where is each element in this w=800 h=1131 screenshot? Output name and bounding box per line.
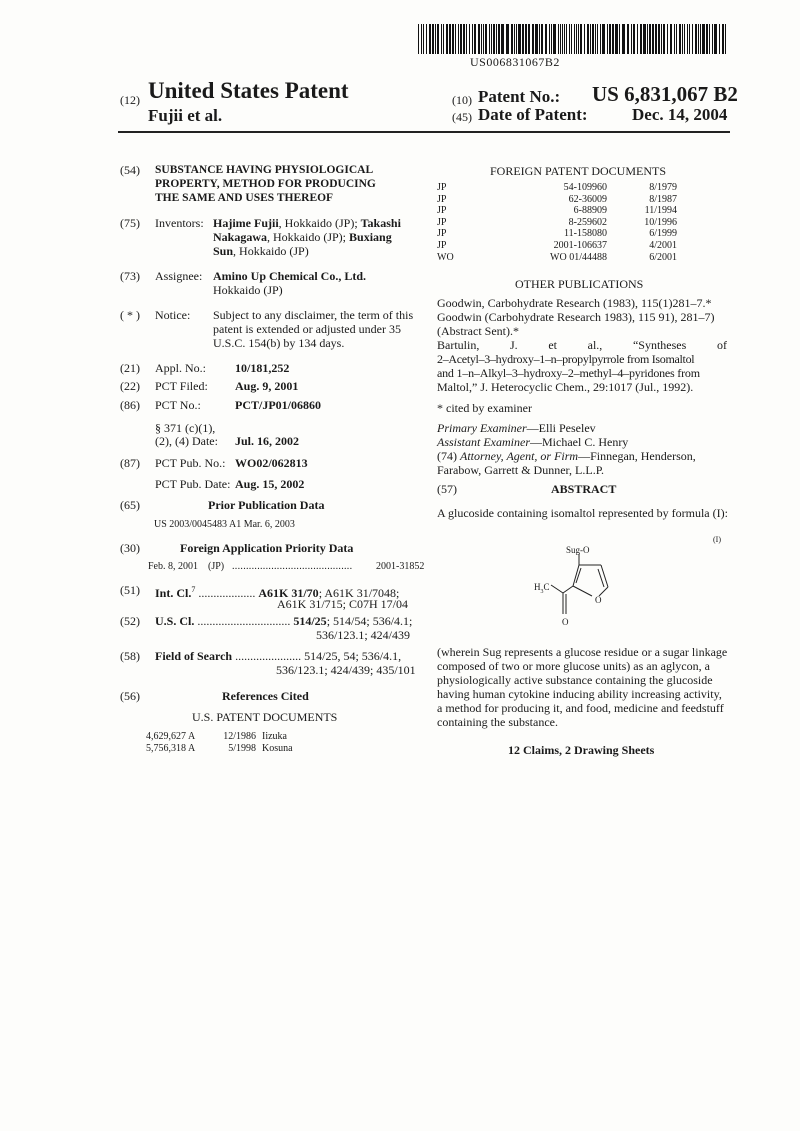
patent-type-title: United States Patent (148, 78, 349, 103)
barcode-bar (649, 24, 651, 54)
pct-filed-label: PCT Filed: (155, 379, 208, 393)
barcode-bar (463, 24, 465, 54)
barcode-bar (692, 24, 693, 54)
barcode-bar (501, 24, 504, 54)
foreign-doc-date: 11/1994 (644, 205, 677, 217)
inventors-line-1: Hajime Fujii, Hokkaido (JP); Takashi (213, 216, 401, 230)
barcode-bar (545, 24, 547, 54)
foreign-doc-row (437, 205, 677, 217)
barcode-bar (615, 24, 618, 54)
barcode-bar (700, 24, 701, 54)
barcode-bar (429, 24, 431, 54)
pct-pub-value: WO02/062813 (235, 456, 308, 470)
code-65: (65) (120, 498, 140, 512)
appl-no-value: 10/181,252 (235, 361, 290, 375)
foreign-doc-date: 4/2001 (649, 239, 677, 251)
us-doc-inventor: Iizuka (262, 731, 287, 742)
barcode-bar (670, 24, 672, 54)
foreign-doc-row (437, 194, 677, 206)
notice-line-2: patent is extended or adjusted under 35 (213, 322, 401, 336)
foreign-priority-number: 2001-31852 (376, 561, 425, 572)
us-doc-row (146, 731, 293, 743)
us-doc-date: 12/1986 (223, 731, 256, 742)
barcode-bar (637, 24, 638, 54)
foreign-doc-country: JP (437, 182, 447, 193)
appl-no-label: Appl. No.: (155, 361, 206, 375)
foreign-doc-number: 2001-106637 (553, 239, 607, 251)
barcode-bar (528, 24, 530, 54)
barcode-bar (560, 24, 561, 54)
barcode-bar (483, 24, 484, 54)
barcode-bar (418, 24, 419, 54)
barcode-bar (518, 24, 521, 54)
other-pubs-heading: OTHER PUBLICATIONS (515, 277, 644, 291)
formula-label: (I) (713, 535, 721, 544)
barcode-bar (574, 24, 575, 54)
notice-label: Notice: (155, 308, 191, 322)
barcode-bar (522, 24, 524, 54)
assistant-examiner: Assistant Examiner—Michael C. Henry (437, 435, 629, 449)
barcode-bar (719, 24, 720, 54)
assignee-location: Hokkaido (JP) (213, 283, 283, 297)
barcode-bar (633, 24, 635, 54)
foreign-priority-date: Feb. 8, 2001 (148, 561, 198, 572)
code-54: (54) (120, 163, 140, 177)
title-line-3: THE SAME AND USES THEREOF (155, 192, 334, 204)
code-21: (21) (120, 361, 140, 375)
date-label: Date of Patent: (478, 105, 588, 124)
barcode-bar (569, 24, 570, 54)
barcode-bar (689, 24, 690, 54)
code-52: (52) (120, 614, 140, 628)
foreign-doc-date: 10/1996 (644, 216, 677, 228)
abstract-line-2: composed of two or more glucose units) as an aglycon, a (437, 659, 710, 673)
pub-2-line-2: 2–Acetyl–3–hydroxy–1–n–propylpyrrole from Isomaltol (437, 352, 695, 366)
barcode-bar (452, 24, 454, 54)
barcode-bar (460, 24, 462, 54)
assignee-label: Assignee: (155, 269, 203, 283)
barcode-bar (712, 24, 713, 54)
barcode-bar (676, 24, 677, 54)
barcode-bar (663, 24, 665, 54)
pct-pub-date-value: Aug. 15, 2002 (235, 477, 305, 491)
claims-summary: 12 Claims, 2 Drawing Sheets (508, 743, 655, 757)
barcode-bar (443, 24, 444, 54)
barcode-bar (722, 24, 724, 54)
pub-2-line-4: Maltol,” J. Heterocyclic Chem., 29:1017 (Jul., 1992). (437, 380, 694, 394)
barcode-bar (706, 24, 708, 54)
code-22: (22) (120, 379, 140, 393)
attorney-line-1: (74) Attorney, Agent, or Firm—Finnegan, Henderson, (437, 449, 696, 463)
foreign-doc-row (437, 182, 677, 194)
barcode-bar (725, 24, 726, 54)
barcode-bar (661, 24, 662, 54)
abstract-line-3: physiologically active substance containing the glucoside (437, 673, 713, 687)
code-73: (73) (120, 269, 140, 283)
code-30: (30) (120, 541, 140, 555)
code-87: (87) (120, 456, 140, 470)
barcode-bar (595, 24, 596, 54)
barcode-bar (658, 24, 660, 54)
barcode-bar (590, 24, 591, 54)
foreign-doc-country: JP (437, 205, 447, 217)
abstract-heading: ABSTRACT (551, 482, 617, 496)
isomaltol-structure (545, 552, 635, 622)
pct-pub-label: PCT Pub. No.: (155, 456, 226, 470)
foreign-doc-row (437, 228, 677, 240)
inventors-line-2: Nakagawa, Hokkaido (JP); Buxiang (213, 230, 392, 244)
s371-line-1: § 371 (c)(1), (155, 421, 216, 435)
inventors-label: Inventors: (155, 216, 204, 230)
barcode-bar (652, 24, 654, 54)
barcode-bar (514, 24, 515, 54)
foreign-docs-heading: FOREIGN PATENT DOCUMENTS (490, 164, 667, 178)
barcode-bar (600, 24, 601, 54)
code-10: (10) (452, 93, 472, 107)
barcode-bar (566, 24, 567, 54)
barcode-bar (437, 24, 439, 54)
foreign-doc-country: JP (437, 193, 447, 205)
patent-no-label: Patent No.: (478, 87, 561, 106)
inventor-short: Fujii et al. (148, 106, 223, 125)
notice-line-1: Subject to any disclaimer, the term of this (213, 308, 414, 322)
barcode-bar (619, 24, 620, 54)
foreign-doc-row (437, 217, 677, 229)
barcode-bar (562, 24, 563, 54)
barcode-bar (446, 24, 448, 54)
code-58: (58) (120, 649, 140, 663)
barcode-bar (576, 24, 577, 54)
references-heading: References Cited (222, 689, 309, 703)
us-docs-heading: U.S. PATENT DOCUMENTS (192, 710, 338, 724)
notice-line-3: U.S.C. 154(b) by 134 days. (213, 336, 345, 350)
barcode-bar (687, 24, 688, 54)
foreign-priority-country: (JP) (208, 561, 225, 572)
barcode-bar (674, 24, 675, 54)
int-cl-line-1: Int. Cl.$^7$ ................... A61K 31/70; A61K 31/7048; (155, 585, 400, 600)
barcode-bar (498, 24, 500, 54)
barcode-bar (458, 24, 459, 54)
barcode-bar (571, 24, 572, 54)
barcode-bar (558, 24, 559, 54)
foreign-docs-table (437, 182, 677, 263)
barcode-bar (432, 24, 434, 54)
barcode-bar (532, 24, 534, 54)
barcode-bar (592, 24, 594, 54)
barcode-bar (584, 24, 585, 54)
formula-sug-o: Sug-O (566, 545, 590, 555)
foreign-doc-date: 6/1999 (649, 228, 677, 240)
abstract-intro: A glucoside containing isomaltol represented by formula (I): (437, 506, 728, 520)
barcode-bar (627, 24, 629, 54)
barcode-bar (647, 24, 648, 54)
foreign-doc-number: 6-88909 (573, 205, 607, 217)
field-of-search-line-1: Field of Search ...................... 514/25, 54; 536/4.1, (155, 649, 402, 663)
barcode-bar (698, 24, 699, 54)
code-75: (75) (120, 216, 140, 230)
foreign-doc-number: 54-109960 (563, 182, 607, 193)
barcode (418, 24, 728, 54)
barcode-bar (541, 24, 543, 54)
barcode-bar (466, 24, 467, 54)
barcode-bar (506, 24, 509, 54)
code-56: (56) (120, 689, 140, 703)
pub-1-line-2: Goodwin (Carbohydrate Research 1983), 115 91), 281–7) (437, 310, 715, 324)
prior-pub-value: US 2003/0045483 A1 Mar. 6, 2003 (154, 519, 295, 530)
us-doc-number: 5,756,318 A (146, 742, 196, 754)
barcode-bar (667, 24, 668, 54)
pub-1-line-1: Goodwin, Carbohydrate Research (1983), 115(1)281–7.* (437, 296, 712, 310)
primary-examiner: Primary Examiner—Elli Peselev (437, 421, 596, 435)
barcode-bar (602, 24, 605, 54)
barcode-bar (679, 24, 681, 54)
us-doc-inventor: Kosuna (262, 742, 293, 754)
barcode-bar (549, 24, 550, 54)
barcode-bar (643, 24, 646, 54)
barcode-bar (702, 24, 705, 54)
barcode-bar (491, 24, 492, 54)
int-cl-line-2: A61K 31/715; C07H 17/04 (277, 597, 409, 611)
barcode-bar (449, 24, 451, 54)
barcode-bar (478, 24, 480, 54)
s371-value: Jul. 16, 2002 (235, 434, 300, 448)
barcode-bar (655, 24, 657, 54)
foreign-priority-dots: ........................................... (232, 561, 353, 572)
barcode-bar (474, 24, 476, 54)
code-57: (57) (437, 482, 457, 496)
barcode-bar (423, 24, 424, 54)
foreign-doc-row (437, 252, 677, 264)
us-doc-date: 5/1998 (228, 742, 256, 754)
foreign-doc-number: 11-158080 (564, 228, 607, 240)
barcode-bar (511, 24, 513, 54)
barcode-bar (539, 24, 540, 54)
barcode-bar (695, 24, 697, 54)
barcode-bar (493, 24, 495, 54)
inventors-line-3: Sun, Hokkaido (JP) (213, 244, 309, 258)
header-rule (118, 131, 730, 133)
formula-ring-oxygen: O (595, 595, 602, 605)
foreign-doc-date: 8/1979 (649, 182, 677, 193)
patent-no: US 6,831,067 B2 (592, 82, 738, 106)
foreign-doc-date: 6/2001 (649, 251, 677, 263)
foreign-doc-country: JP (437, 239, 447, 251)
pub-2-line-3: and 1–n–Alkyl–3–hydroxy–2–methyl–4–pyridones from (437, 366, 700, 380)
assignee-name: Amino Up Chemical Co., Ltd. (213, 269, 367, 283)
abstract-line-6: containing the substance. (437, 715, 558, 729)
us-cl-line-1: U.S. Cl. ............................... 514/25; 514/54; 536/4.1; (155, 614, 413, 628)
title-line-2: PROPERTY, METHOD FOR PRODUCING (155, 178, 376, 190)
barcode-bar (472, 24, 473, 54)
barcode-bar (421, 24, 422, 54)
field-of-search-line-2: 536/123.1; 424/439; 435/101 (276, 663, 416, 677)
foreign-doc-number: 62-36009 (568, 193, 607, 205)
abstract-line-1: (wherein Sug represents a glucose residue or a sugar linkage (437, 645, 728, 659)
barcode-bar (640, 24, 642, 54)
barcode-bar (609, 24, 611, 54)
code-notice: ( * ) (120, 308, 140, 322)
barcode-number: US006831067B2 (470, 55, 560, 69)
pct-no-label: PCT No.: (155, 398, 201, 412)
patent-date: Dec. 14, 2004 (632, 105, 728, 124)
code-86: (86) (120, 398, 140, 412)
pct-no-value: PCT/JP01/06860 (235, 398, 321, 412)
prior-pub-heading: Prior Publication Data (208, 498, 325, 512)
pct-pub-date-label: PCT Pub. Date: (155, 477, 231, 491)
barcode-bar (714, 24, 717, 54)
pub-2-line-1: Bartulin, J. et al., “Syntheses of (437, 338, 727, 352)
foreign-doc-number: WO 01/44488 (550, 251, 607, 263)
barcode-bar (435, 24, 436, 54)
pub-1-line-3: (Abstract Sent).* (437, 324, 519, 338)
barcode-bar (481, 24, 482, 54)
barcode-bar (709, 24, 710, 54)
barcode-bar (622, 24, 625, 54)
barcode-bar (564, 24, 565, 54)
barcode-bar (516, 24, 517, 54)
barcode-bar (535, 24, 538, 54)
foreign-doc-country: JP (437, 228, 447, 240)
code-12: (12) (120, 93, 140, 107)
barcode-bar (485, 24, 487, 54)
barcode-bar (551, 24, 552, 54)
barcode-bar (682, 24, 683, 54)
code-45: (45) (452, 110, 472, 124)
barcode-bar (496, 24, 497, 54)
title-line-1: SUBSTANCE HAVING PHYSIOLOGICAL (155, 164, 374, 176)
barcode-bar (580, 24, 582, 54)
us-docs-table (146, 731, 293, 754)
code-51: (51) (120, 583, 140, 597)
us-doc-number: 4,629,627 A (146, 731, 196, 742)
barcode-bar (426, 24, 427, 54)
us-doc-row (146, 743, 293, 755)
pct-filed-value: Aug. 9, 2001 (235, 379, 299, 393)
foreign-priority-heading: Foreign Application Priority Data (180, 541, 354, 555)
abstract-line-5: a method for producing it, and food, medicine and feedstuff (437, 701, 724, 715)
foreign-doc-row (437, 240, 677, 252)
barcode-bar (612, 24, 614, 54)
foreign-doc-date: 8/1987 (649, 193, 677, 205)
s371-line-2: (2), (4) Date: (155, 434, 218, 448)
attorney-line-2: Farabow, Garrett & Dunner, L.L.P. (437, 463, 605, 477)
barcode-bar (631, 24, 632, 54)
foreign-doc-country: JP (437, 216, 447, 228)
barcode-bar (597, 24, 598, 54)
barcode-bar (489, 24, 490, 54)
barcode-bar (553, 24, 556, 54)
barcode-bar (684, 24, 685, 54)
abstract-line-4: having human cytokine inducing ability increasing activity, (437, 687, 722, 701)
foreign-doc-country: WO (437, 251, 454, 263)
barcode-bar (578, 24, 579, 54)
foreign-doc-number: 8-259602 (568, 216, 607, 228)
us-cl-line-2: 536/123.1; 424/439 (316, 628, 411, 642)
formula-h3c: $H_3C$ (534, 582, 550, 595)
barcode-bar (469, 24, 470, 54)
barcode-bar (607, 24, 608, 54)
barcode-bar (455, 24, 456, 54)
barcode-bar (525, 24, 527, 54)
barcode-bar (587, 24, 589, 54)
formula-carbonyl-oxygen: O (562, 617, 569, 627)
barcode-bar (441, 24, 442, 54)
cited-by-examiner: * cited by examiner (437, 401, 532, 415)
